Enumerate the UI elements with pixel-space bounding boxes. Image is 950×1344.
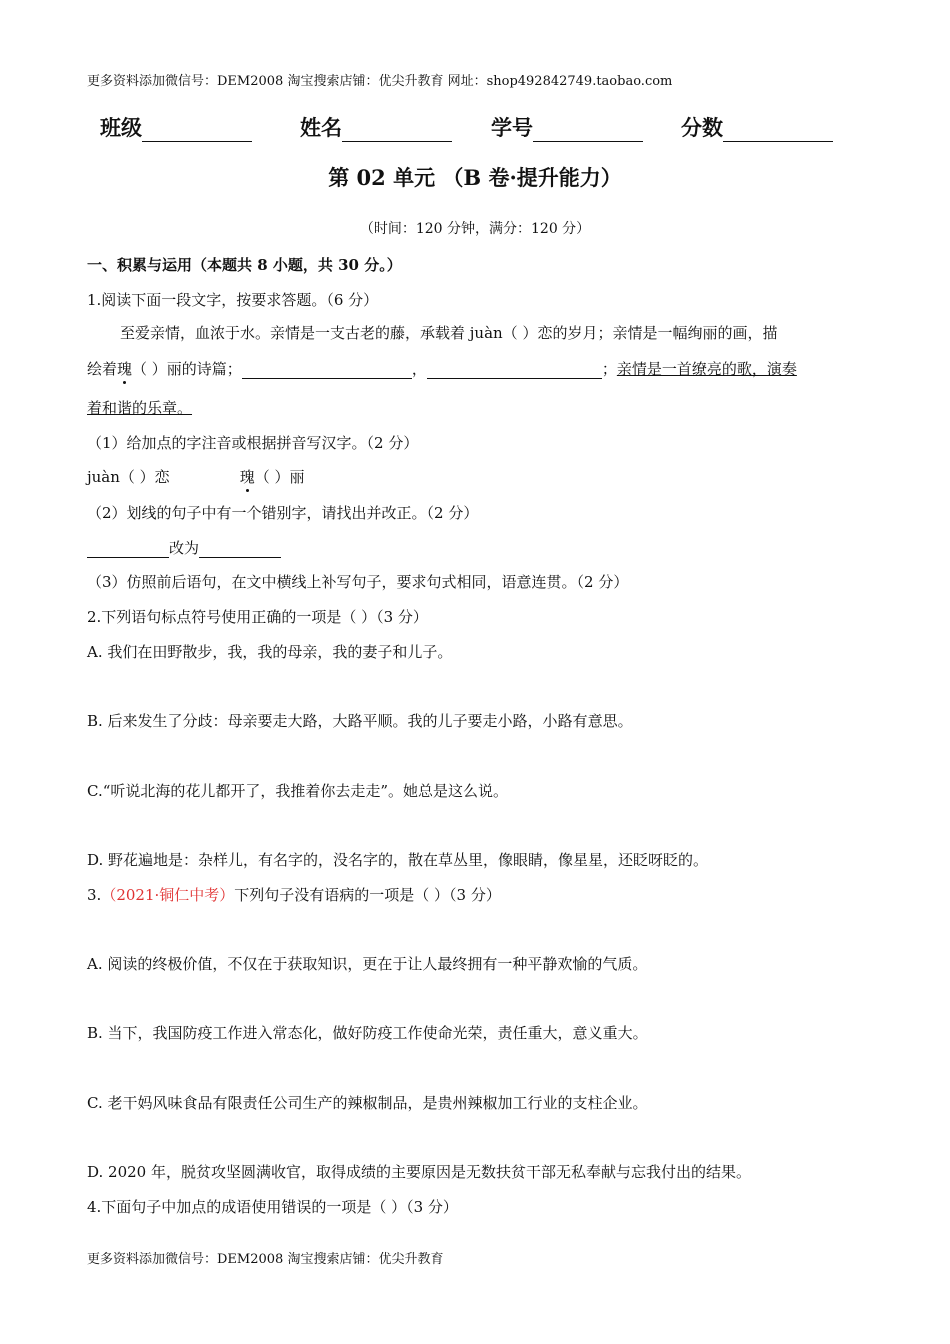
answer-blank-correct-char[interactable] (199, 539, 281, 558)
section-heading: 一、积累与运用（本题共 8 小题，共 30 分。） (87, 256, 402, 274)
fill-blank-1[interactable] (242, 360, 412, 379)
answer-blank-wrong-char[interactable] (87, 539, 169, 558)
page-footer: 更多资料添加微信号：DEM2008 淘宝搜索店铺：优尖升教育 (87, 1252, 444, 1267)
emphasized-char: 瑰 (239, 468, 255, 486)
q2-option-b: B. 后来发生了分歧：母亲要走大路，大路平顺。我的儿子要走小路，小路有意思。 (87, 712, 633, 730)
q1-stem: 1.阅读下面一段文字，按要求答题。（6 分） (87, 291, 379, 309)
q2-option-d: D. 野花遍地是：杂样儿，有名字的，没名字的，散在草丛里，像眼睛，像星星，还眨呀眨的。 (87, 851, 709, 869)
q1-sub2: （2）划线的句子中有一个错别字，请找出并改正。（2 分） (87, 504, 479, 522)
q3-source: （2021·铜仁中考） (101, 886, 235, 904)
q1-sub3: （3）仿照前后语句，在文中横线上补写句子，要求句式相同，语意连贯。（2 分） (87, 573, 629, 591)
name-field[interactable]: 姓名 (300, 112, 452, 142)
q3-stem: 3.（2021·铜仁中考）下列句子没有语病的一项是（ ）（3 分） (87, 886, 501, 904)
q2-option-a: A. 我们在田野散步，我，我的母亲，我的妻子和儿子。 (87, 643, 453, 661)
q3-option-d: D. 2020 年，脱贫攻坚圆满收官，取得成绩的主要原因是无数扶贫干部无私奉献与忘我付出的结果。 (87, 1163, 751, 1181)
page-title: 第 02 单元 （B 卷·提升能力） (328, 165, 622, 190)
fill-blank-2[interactable] (427, 360, 602, 379)
q4-stem: 4.下面句子中加点的成语使用错误的一项是（ ）（3 分） (87, 1198, 458, 1216)
q2-option-c: C.“听说北海的花儿都开了，我推着你去走走”。她总是这么说。 (87, 782, 509, 800)
q1-sub1: （1）给加点的字注音或根据拼音写汉字。（2 分） (87, 434, 419, 452)
q3-option-c: C. 老干妈风味食品有限责任公司生产的辣椒制品，是贵州辣椒加工行业的支柱企业。 (87, 1094, 648, 1112)
q1-passage-line3: 着和谐的乐章。 (87, 399, 193, 417)
exam-time-info: （时间：120 分钟，满分：120 分） (359, 221, 591, 237)
student-number-field[interactable]: 学号 (491, 112, 643, 142)
q1-passage-line1: 至爱亲情，血浓于水。亲情是一支古老的藤，承载着 juàn（ ）恋的岁月；亲情是一幅绚丽的画，描 (120, 324, 778, 342)
underlined-sentence: 亲情是一首缭亮的歌，演奏 (616, 360, 797, 378)
score-field[interactable]: 分数 (681, 112, 833, 142)
q3-option-b: B. 当下，我国防疫工作进入常态化，做好防疫工作使命光荣，责任重大，意义重大。 (87, 1024, 648, 1042)
emphasized-char: 瑰 (117, 360, 133, 378)
q1-passage-line2: 绘着瑰（ ）丽的诗篇； ， ；亲情是一首缭亮的歌，演奏 (87, 360, 797, 378)
class-field[interactable]: 班级 (100, 112, 252, 142)
q1-sub1-answer: juàn（ ）恋 瑰（ ）丽 (87, 468, 305, 486)
q3-option-a: A. 阅读的终极价值，不仅在于获取知识，更在于让人最终拥有一种平静欢愉的气质。 (87, 955, 648, 973)
q1-sub2-answer: 改为 (87, 537, 281, 558)
q2-stem: 2.下列语句标点符号使用正确的一项是（ ）（3 分） (87, 608, 428, 626)
page-header: 更多资料添加微信号：DEM2008 淘宝搜索店铺：优尖升教育 网址：shop492842749.taobao.com (87, 74, 673, 89)
